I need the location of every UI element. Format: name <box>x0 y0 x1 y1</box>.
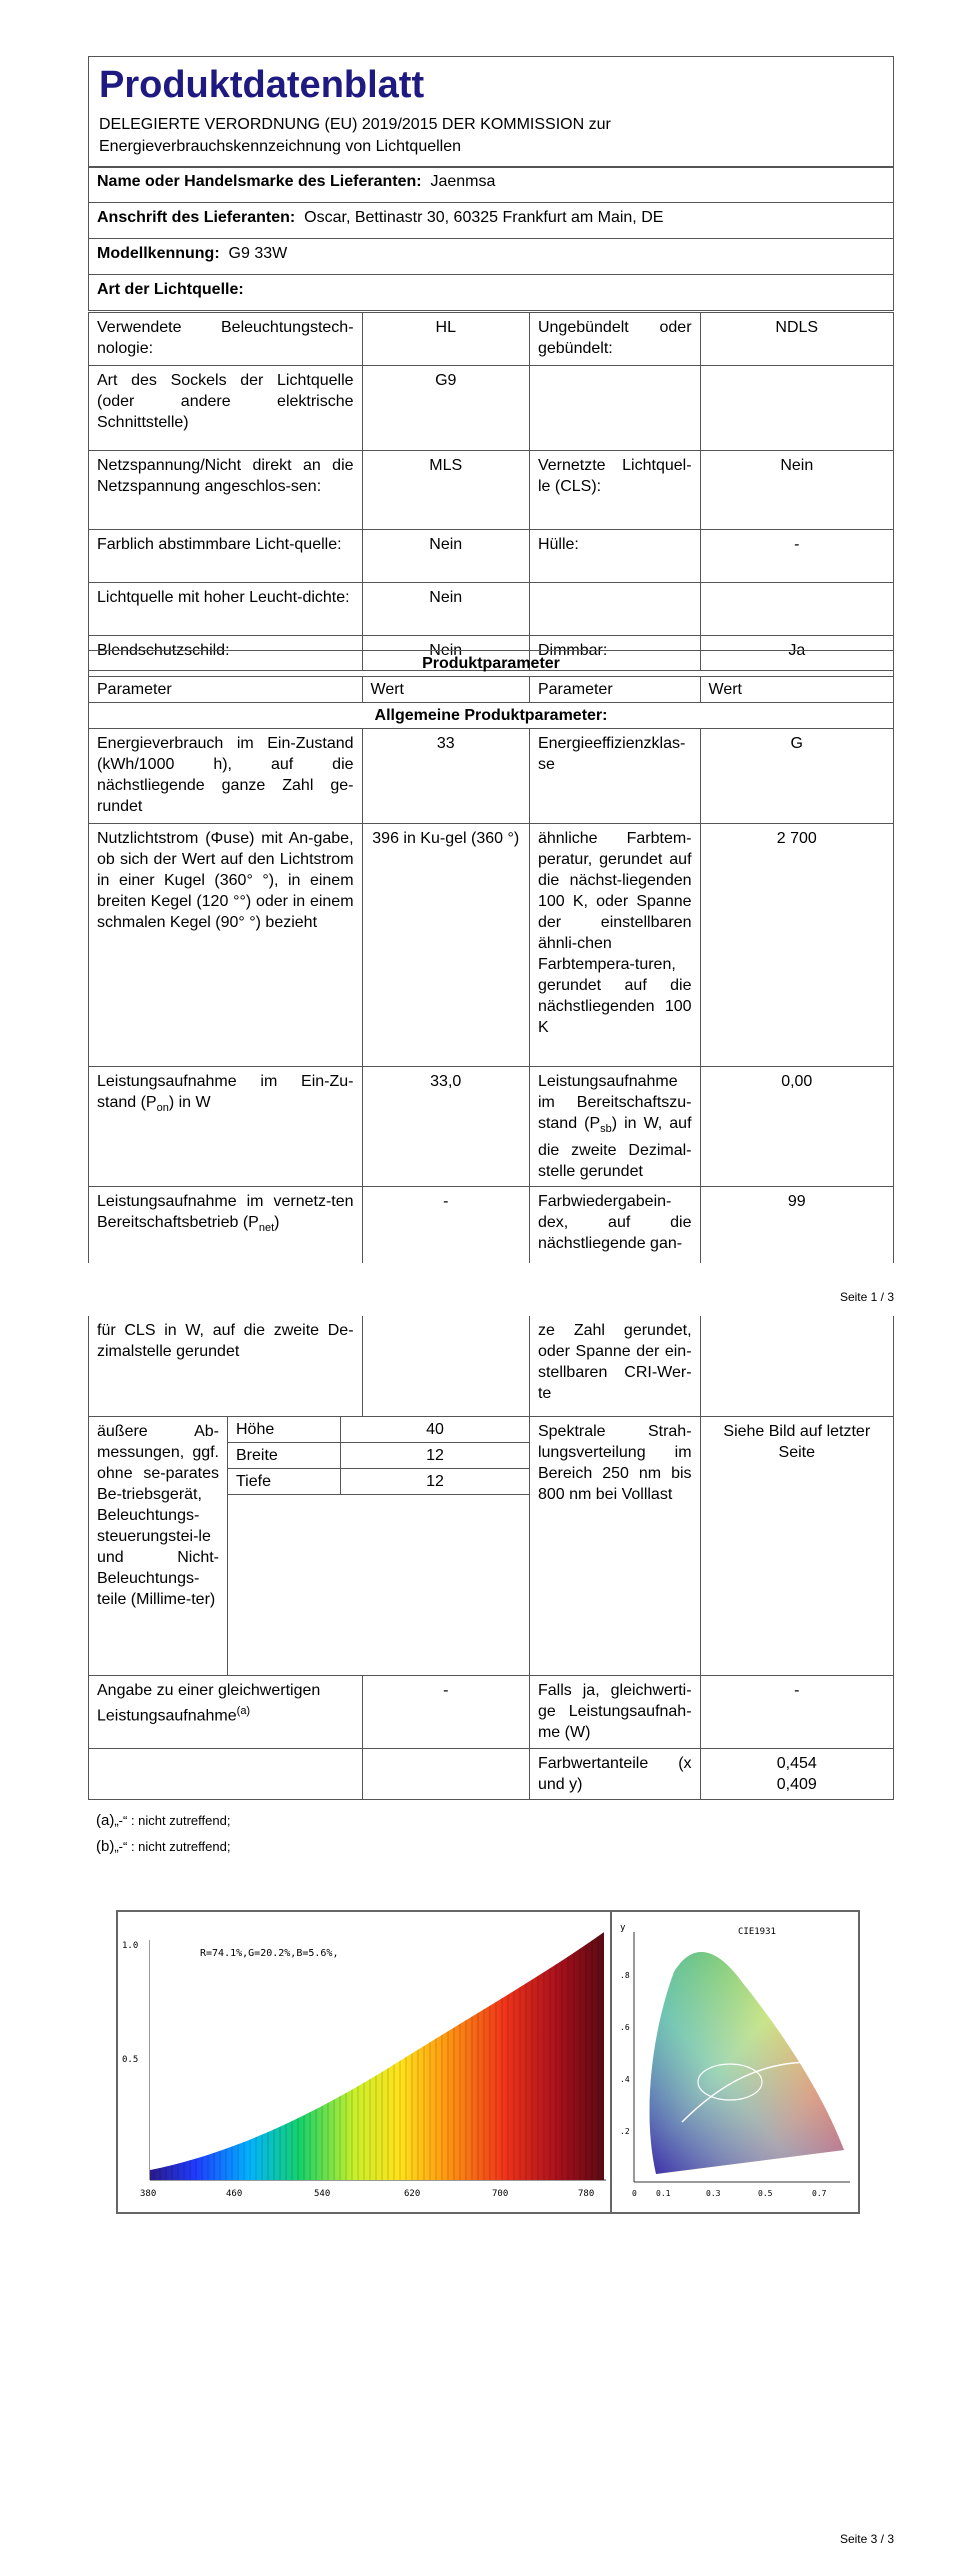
empty-cell <box>362 1316 529 1417</box>
type-value: Nein <box>362 583 529 636</box>
type-label: Netzspannung/Nicht direkt an die Netzspannung angeschlos-sen: <box>89 451 363 530</box>
empty-cell <box>362 1749 529 1800</box>
empty-cell <box>700 1316 893 1417</box>
x-tick-label: 460 <box>226 2189 243 2199</box>
dimensions-table <box>228 1417 529 1495</box>
param-label: für CLS in W, auf die zweite De-zimalstelle gerundet <box>89 1316 363 1417</box>
type-value <box>700 583 893 636</box>
param-value: 396 in Ku-gel (360 °) <box>362 824 529 1067</box>
type-value: - <box>700 530 893 583</box>
param-label: Nutzlichtstrom (Φuse) mit An-gabe, ob sich der Wert auf den Lichtstrom in einer Kugel (360° °), in einem breiten Kegel (120 °°) oder in einem schmalen Kegel (90° °) bezieht <box>89 824 363 1067</box>
header-box <box>88 56 894 168</box>
dimension-name: Höhe <box>228 1417 341 1443</box>
dimension-row <box>228 1469 529 1495</box>
type-value: NDLS <box>700 313 893 366</box>
cie-x-tick: 0.7 <box>812 2189 827 2198</box>
type-label <box>529 366 700 451</box>
supplier-table <box>88 166 894 311</box>
param-value: - <box>362 1187 529 1264</box>
type-label: Verwendete Beleuchtungstech-nologie: <box>89 313 363 366</box>
cie-x-tick: 0.5 <box>758 2189 773 2198</box>
dimension-value: 12 <box>341 1469 529 1495</box>
type-value: Nein <box>700 451 893 530</box>
general-row <box>89 824 894 1067</box>
dimension-value: 40 <box>341 1417 529 1443</box>
cie-y-tick: .2 <box>620 2127 630 2136</box>
dimension-value: 12 <box>341 1443 529 1469</box>
y-tick-label: 1.0 <box>122 1941 139 1951</box>
param-value <box>700 1749 893 1800</box>
net-row <box>89 1187 894 1264</box>
model-row: Modellkennung: G9 33W <box>89 239 894 275</box>
param-value: - <box>362 1676 529 1749</box>
x-tick-label: 540 <box>314 2189 331 2199</box>
doc-title: Produktdatenblatt <box>99 64 425 106</box>
type-label: Blendschutzschild: <box>89 636 363 671</box>
type-row <box>89 530 894 583</box>
type-row <box>89 451 894 530</box>
param-value: G <box>700 729 893 824</box>
dimension-name: Breite <box>228 1443 341 1469</box>
type-value: Ja <box>700 636 893 671</box>
general-row <box>89 729 894 824</box>
param-value: 33,0 <box>362 1067 529 1187</box>
spectrum-info: R=74.1%,G=20.2%,B=5.6%, <box>200 1948 339 1959</box>
params-table <box>88 650 894 1263</box>
supplier-value: Jaenmsa <box>430 173 496 190</box>
x-tick-label: 700 <box>492 2189 509 2199</box>
chroma-y: 0,409 <box>776 1776 817 1793</box>
type-row <box>89 583 894 636</box>
param-label: ähnliche Farbtem-peratur, gerundet auf die nächst-liegenden 100 K, oder Spanne der einstellbaren ähnli-chen Farbtempera-turen, gerundet auf die nächstliegenden 100 K <box>529 824 700 1067</box>
param-value: Siehe Bild auf letzter Seite <box>700 1417 893 1676</box>
cie-y-tick: .4 <box>620 2075 630 2084</box>
param-value: - <box>700 1676 893 1749</box>
type-row <box>89 366 894 451</box>
param-label: Farbwertanteile (x und y) <box>529 1749 700 1800</box>
continuation-table <box>88 1316 894 1800</box>
cie-diagram <box>612 1912 858 2212</box>
cie-y-tick: .6 <box>620 2023 630 2032</box>
spectrum-chart <box>118 1912 610 2212</box>
params-heading: Produktparameter <box>89 651 894 677</box>
address-row: Anschrift des Lieferanten: Oscar, Bettinastr 30, 60325 Frankfurt am Main, DE <box>89 203 894 239</box>
page-number-1: Seite 1 / 3 <box>839 1290 894 1304</box>
dimension-row <box>228 1417 529 1443</box>
param-label: ze Zahl gerundet, oder Spanne der ein-stellbaren CRI-Wer-te <box>529 1316 700 1417</box>
param-label: Energieeffizienzklas-se <box>529 729 700 824</box>
param-label: Falls ja, gleichwerti-ge Leistungsaufnah-me (W) <box>529 1676 700 1749</box>
cie-x-tick: 0.3 <box>706 2189 721 2198</box>
param-value: 2 700 <box>700 824 893 1067</box>
param-label: Leistungsaufnahme im vernetz-ten Bereitschaftsbetrieb $(P_{net})$ <box>89 1187 363 1264</box>
col-value-2: Wert <box>700 677 893 703</box>
type-heading: Art der Lichtquelle: <box>89 275 894 311</box>
type-row <box>89 313 894 366</box>
cie-x-tick: 0.1 <box>656 2189 671 2198</box>
cie-y-label: y <box>620 1923 626 1933</box>
type-label: Art des Sockels der Lichtquelle (oder andere elektrische Schnittstelle) <box>89 366 363 451</box>
dimension-row <box>228 1443 529 1469</box>
dimensions-cell <box>89 1417 530 1676</box>
type-value: MLS <box>362 451 529 530</box>
param-value: 99 <box>700 1187 893 1264</box>
general-heading: Allgemeine Produktparameter: <box>89 703 894 729</box>
cie-x-tick: 0 <box>632 2189 637 2198</box>
supplier-row: Name oder Handelsmarke des Lieferanten: Jaenmsa <box>89 167 894 203</box>
cie-title: CIE1931 <box>738 1927 776 1937</box>
col-parameter-2: Parameter <box>529 677 700 703</box>
param-label: Farbwiedergabein-dex, auf die nächstliegende gan- <box>529 1187 700 1264</box>
type-label <box>529 583 700 636</box>
cie-gamut-overlay <box>650 1952 844 2174</box>
x-tick-label: 620 <box>404 2189 421 2199</box>
doc-subtitle: DELEGIERTE VERORDNUNG (EU) 2019/2015 DER KOMMISSION zur Energieverbrauchskennzeichnung von Lichtquellen <box>99 116 611 155</box>
type-value: Nein <box>362 530 529 583</box>
param-label: Energieverbrauch im Ein-Zustand (kWh/1000 h), auf die nächstliegende ganze Zahl ge-rundet <box>89 729 363 824</box>
footnote-a: (a)„-“ : nicht zutreffend; <box>96 1812 231 1829</box>
param-label: Leistungsaufnahme im Ein-Zu-stand $(P_{on})$ in W <box>89 1067 363 1187</box>
type-label: Lichtquelle mit hoher Leucht-dichte: <box>89 583 363 636</box>
spectrum-figure <box>116 1910 612 2214</box>
col-value: Wert <box>362 677 529 703</box>
power-row <box>89 1067 894 1187</box>
x-tick-label: 380 <box>140 2189 157 2199</box>
model-value: G9 33W <box>228 245 288 262</box>
type-table <box>88 312 894 671</box>
type-value: HL <box>362 313 529 366</box>
type-label: Hülle: <box>529 530 700 583</box>
type-label: Dimmbar: <box>529 636 700 671</box>
type-label: Ungebündelt oder gebündelt: <box>529 313 700 366</box>
type-value <box>700 366 893 451</box>
y-tick-label: 0.5 <box>122 2055 139 2065</box>
param-label: Spektrale Strah-lungsverteilung im Bereich 250 nm bis 800 nm bei Volllast <box>529 1417 700 1676</box>
dimensions-label: äußere Ab-messungen, ggf. ohne se-parates Be-triebsgerät, Beleuchtungs-steuerungstei-le und Nicht-Beleuchtungs-teile (Millime-ter) <box>89 1417 228 1675</box>
cie-y-tick: .8 <box>620 1971 630 1980</box>
type-value: Nein <box>362 636 529 671</box>
param-label: Leistungsaufnahme im Bereitschaftszu-stand $(P_{sb})$ in W, auf die zweite Dezimal-stelle gerundet <box>529 1067 700 1187</box>
type-value: G9 <box>362 366 529 451</box>
empty-cell <box>89 1749 363 1800</box>
type-label: Farblich abstimmbare Licht-quelle: <box>89 530 363 583</box>
param-value: 33 <box>362 729 529 824</box>
chroma-x: 0,454 <box>776 1755 817 1772</box>
footnote-b: (b)„-“ : nicht zutreffend; <box>96 1838 231 1855</box>
page-number-3: Seite 3 / 3 <box>839 2532 894 2546</box>
dimension-name: Tiefe <box>228 1469 341 1495</box>
cie-figure <box>610 1910 860 2214</box>
col-parameter: Parameter <box>89 677 363 703</box>
x-tick-label: 780 <box>578 2189 595 2199</box>
address-value: Oscar, Bettinastr 30, 60325 Frankfurt am Main, DE <box>304 209 664 226</box>
param-value: 0,00 <box>700 1067 893 1187</box>
param-label: Angabe zu einer gleichwertigen Leistungsaufnahme$^{(a)}$ <box>89 1676 363 1749</box>
type-label: Vernetzte Lichtquel-le (CLS): <box>529 451 700 530</box>
